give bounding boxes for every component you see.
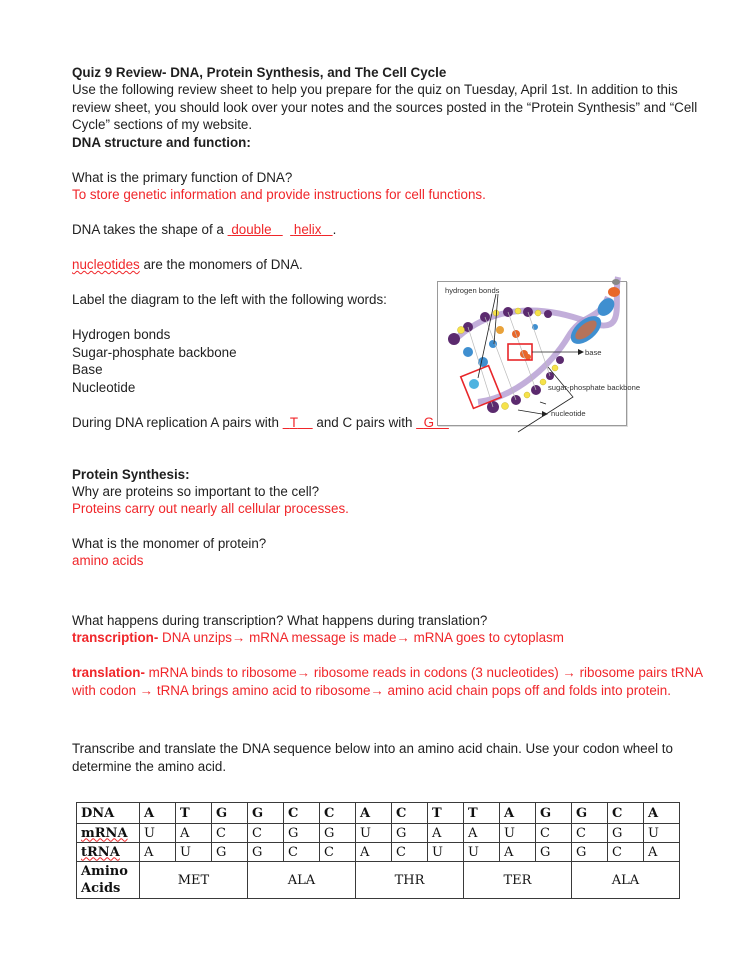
row-header-amino-acids: Amino Acids xyxy=(77,862,140,899)
question-text: DNA takes the shape of a xyxy=(72,222,228,237)
table-row-mrna xyxy=(77,824,680,843)
table-row-trna xyxy=(77,843,680,862)
trna-base: U xyxy=(428,843,464,862)
trna-base: G xyxy=(248,843,284,862)
table-row-amino-acids xyxy=(77,862,680,899)
dna-base: C xyxy=(320,803,356,824)
dna-base: A xyxy=(140,803,176,824)
question-label-diagram: Label the diagram to the left with the following words: xyxy=(72,292,387,307)
trna-base: A xyxy=(140,843,176,862)
label-nucleotide: nucleotide xyxy=(551,409,586,418)
label-base: base xyxy=(585,348,602,357)
dna-base: A xyxy=(500,803,536,824)
mrna-base: C xyxy=(536,824,572,843)
mrna-base: C xyxy=(248,824,284,843)
question-monomers-dna: nucleotides are the monomers of DNA. xyxy=(72,257,303,272)
answer-dna-function: To store genetic information and provide instructions for cell functions. xyxy=(72,187,486,202)
dna-base: T xyxy=(176,803,212,824)
mrna-base: U xyxy=(140,824,176,843)
dna-base: G xyxy=(572,803,608,824)
dna-diagram xyxy=(437,281,641,426)
trna-base: C xyxy=(284,843,320,862)
trna-base: A xyxy=(500,843,536,862)
dna-base: G xyxy=(212,803,248,824)
mrna-base: A xyxy=(428,824,464,843)
amino-acid-cell: ALA xyxy=(248,862,356,899)
trna-base: G xyxy=(572,843,608,862)
mrna-base: C xyxy=(572,824,608,843)
dna-base: A xyxy=(644,803,680,824)
dna-base: A xyxy=(356,803,392,824)
amino-acid-cell: MET xyxy=(140,862,248,899)
question-base-pairing: During DNA replication A pairs with T and C pairs with G xyxy=(72,414,712,432)
translation-label: translation- xyxy=(72,665,145,680)
mrna-base: U xyxy=(356,824,392,843)
word-nucleotide: Nucleotide xyxy=(72,379,136,395)
answer-transcription: transcription- DNA unzips→ mRNA message is made→ mRNA goes to cytoplasm xyxy=(72,630,564,645)
answer-blank-double: double xyxy=(231,222,272,237)
question-protein-importance: Why are proteins so important to the cell? xyxy=(72,484,320,499)
trna-base: C xyxy=(608,843,644,862)
mrna-base: G xyxy=(392,824,428,843)
answer-translation: translation- mRNA binds to ribosome→ ribosome reads in codons (3 nucleotides) → ribosome pairs tRNA with codon → tRNA brings amino acid to ribosome→ amino acid chain pops off and folds into protein. xyxy=(72,665,703,698)
word-sugar-phosphate-backbone: Sugar-phosphate backbone xyxy=(72,344,237,360)
row-header-mrna: mRNA xyxy=(77,824,140,843)
trna-base: G xyxy=(536,843,572,862)
mrna-base: U xyxy=(644,824,680,843)
trna-base: C xyxy=(320,843,356,862)
amino-acid-cell: ALA xyxy=(572,862,680,899)
transcription-label: transcription- xyxy=(72,630,159,645)
mrna-base: C xyxy=(212,824,248,843)
answer-blank-helix: helix xyxy=(293,222,322,237)
codon-table xyxy=(76,802,680,899)
word-base: Base xyxy=(72,362,103,378)
mrna-base: G xyxy=(320,824,356,843)
dna-helix-illustration xyxy=(438,282,626,457)
answer-protein-importance: Proteins carry out nearly all cellular processes. xyxy=(72,501,349,516)
section-heading-dna: DNA structure and function: xyxy=(72,135,251,150)
table-row-dna xyxy=(77,803,680,824)
question-dna-function: What is the primary function of DNA? xyxy=(72,170,293,185)
answer-protein-monomer: amino acids xyxy=(72,553,144,568)
dna-base: T xyxy=(464,803,500,824)
dna-base: G xyxy=(248,803,284,824)
answer-blank-t: T xyxy=(289,415,298,430)
amino-acid-cell: TER xyxy=(464,862,572,899)
intro-paragraph: Use the following review sheet to help you prepare for the quiz on Tuesday, April 1st. In addition to this review sheet, you should look over your notes and the sources posted in the “Protein Synthesis” and “Cell Cycle” sections of my website. xyxy=(72,82,698,133)
dna-base: T xyxy=(428,803,464,824)
page-title: Quiz 9 Review- DNA, Protein Synthesis, and The Cell Cycle xyxy=(72,65,447,80)
answer-blank-g: G xyxy=(423,415,434,430)
word-hydrogen-bonds: Hydrogen bonds xyxy=(72,327,171,342)
trna-base: C xyxy=(392,843,428,862)
mrna-base: G xyxy=(284,824,320,843)
question-protein-monomer: What is the monomer of protein? xyxy=(72,536,267,551)
label-sugar-phosphate-backbone: sugar-phosphate backbone xyxy=(548,383,641,392)
row-header-trna: tRNA xyxy=(77,843,140,862)
dna-base: G xyxy=(536,803,572,824)
question-transcribe-translate: Transcribe and translate the DNA sequence below into an amino acid chain. Use your codon wheel to determine the amino acid. xyxy=(72,741,673,774)
question-transcription-translation: What happens during transcription? What happens during translation? xyxy=(72,613,488,628)
amino-acid-cell: THR xyxy=(356,862,464,899)
trna-base: U xyxy=(176,843,212,862)
question-dna-shape: DNA takes the shape of a double helix . xyxy=(72,222,337,237)
dna-base: C xyxy=(608,803,644,824)
trna-base: A xyxy=(356,843,392,862)
dna-base: C xyxy=(392,803,428,824)
mrna-base: G xyxy=(608,824,644,843)
mrna-base: A xyxy=(176,824,212,843)
section-heading-protein-synthesis: Protein Synthesis: xyxy=(72,467,190,482)
dna-base: C xyxy=(284,803,320,824)
row-header-dna: DNA xyxy=(77,803,140,824)
label-hydrogen-bonds: hydrogen bonds xyxy=(445,286,500,295)
trna-base: U xyxy=(464,843,500,862)
mrna-base: U xyxy=(500,824,536,843)
trna-base: G xyxy=(212,843,248,862)
trna-base: A xyxy=(644,843,680,862)
answer-nucleotides: nucleotides xyxy=(72,257,140,272)
mrna-base: A xyxy=(464,824,500,843)
